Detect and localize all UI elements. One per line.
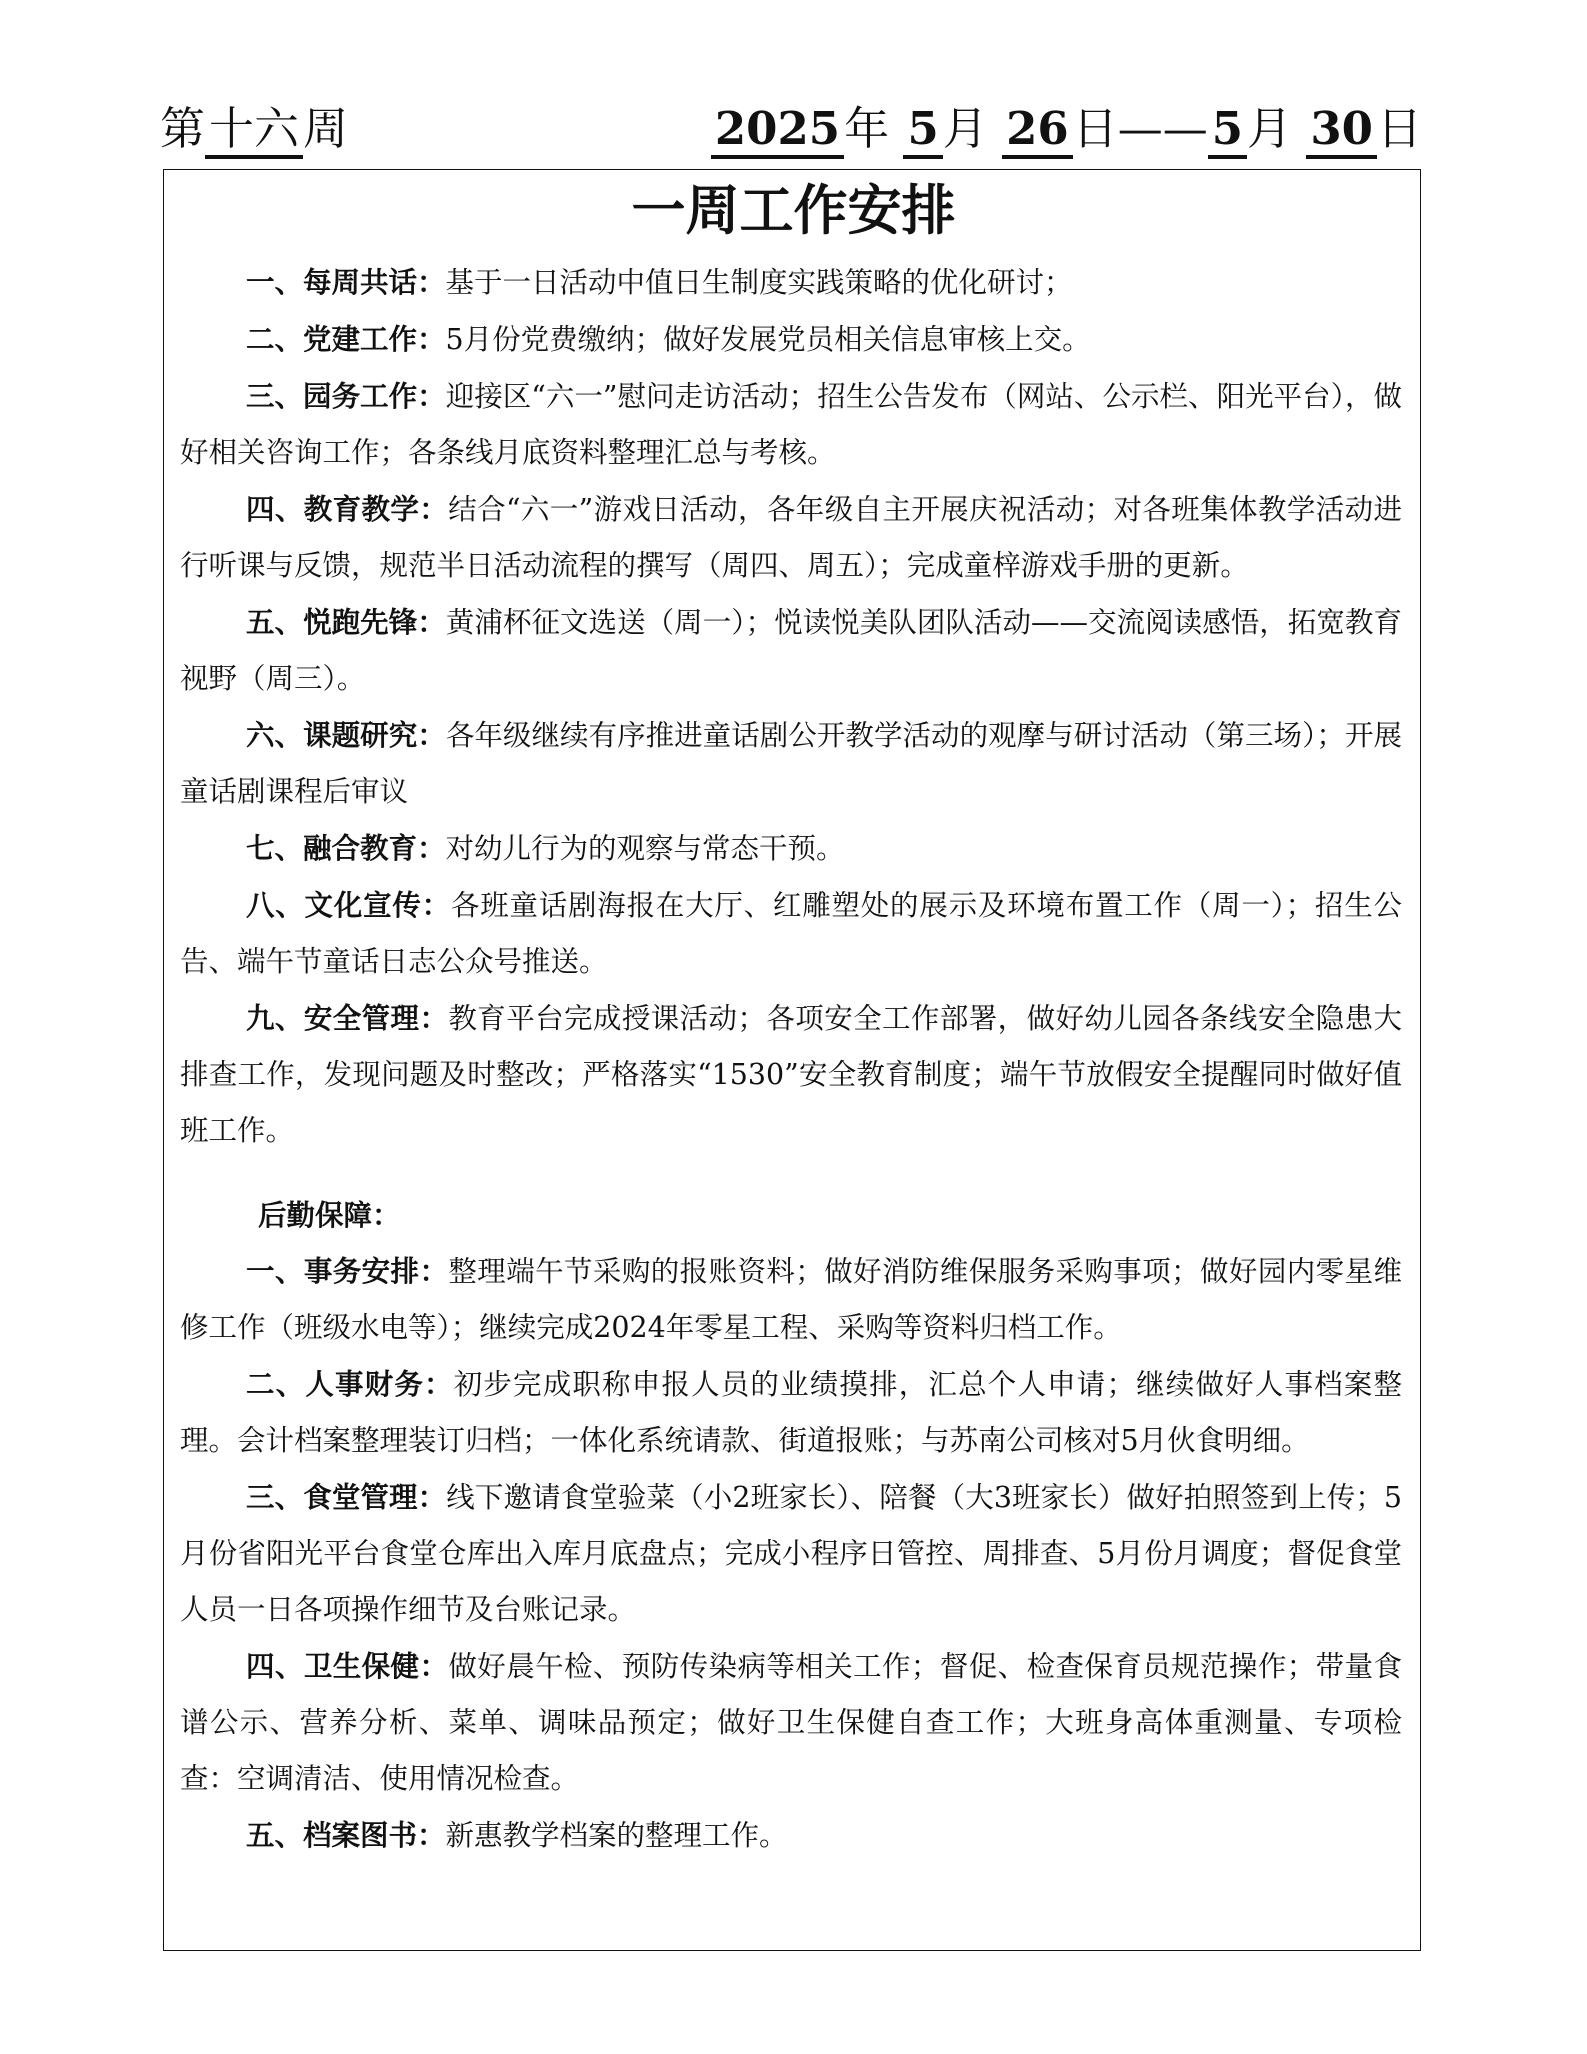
item-label: 四、教育教学： — [246, 492, 449, 526]
item-9 — [180, 990, 1402, 1159]
item-label: 一、每周共话： — [246, 265, 446, 299]
item-8 — [180, 877, 1402, 990]
start-month-value: 5 — [903, 103, 942, 159]
item-text: 初步完成职称申报人员的业绩摸排，汇总个人申请；继续做好人事档案整理。会计档案整理装订归档；一体化系统请款、街道报账；与苏南公司核对5月伙食明细。 — [180, 1368, 1402, 1457]
schedule-content — [180, 254, 1402, 1864]
week-suffix: 周 — [303, 102, 349, 155]
item-label: 七、融合教育： — [246, 831, 446, 865]
item-label: 八、文化宣传： — [246, 888, 451, 922]
item-label: 二、党建工作： — [246, 322, 446, 356]
item-text: 基于一日活动中值日生制度实践策略的优化研讨； — [445, 266, 1073, 299]
item-text: 整理端午节采购的报账资料；做好消防维保服务采购事项；做好园内零星维修工作（班级水电等）；继续完成2024年零星工程、采购等资料归档工作。 — [180, 1255, 1402, 1344]
item-label: 九、安全管理： — [246, 1001, 449, 1035]
item-text: 教育平台完成授课活动；各项安全工作部署，做好幼儿园各条线安全隐患大排查工作，发现问题及时整改；严格落实“1530”安全教育制度；端午节放假安全提醒同时做好值班工作。 — [180, 1002, 1402, 1147]
week-prefix: 第 — [160, 102, 206, 155]
item-6 — [180, 707, 1402, 820]
item-text: 做好晨午检、预防传染病等相关工作；督促、检查保育员规范操作；带量食谱公示、营养分析、菜单、调味品预定；做好卫生保健自查工作；大班身高体重测量、专项检查：空调清洁、使用情况检查。 — [180, 1650, 1402, 1795]
year-char: 年 — [844, 102, 890, 155]
page-title: 一周工作安排 — [631, 179, 956, 242]
end-day-char: 日 — [1376, 102, 1422, 155]
date-range — [711, 98, 1422, 160]
item-label: 五、档案图书： — [246, 1818, 446, 1852]
date-dash: —— — [1117, 102, 1208, 155]
item-7 — [180, 820, 1402, 877]
item-label: 三、园务工作： — [246, 379, 446, 413]
end-month-char: 月 — [1247, 102, 1293, 155]
week-label — [160, 98, 348, 160]
item-4 — [180, 481, 1402, 594]
item-text: 线下邀请食堂验菜（小2班家长）、陪餐（大3班家长）做好拍照签到上传；5月份省阳光平台食堂仓库出入库月底盘点；完成小程序日管控、周排查、5月份月调度；督促食堂人员一日各项操作细节及台账记录。 — [180, 1481, 1402, 1626]
end-day-value: 30 — [1306, 103, 1377, 159]
item-text: 迎接区“六一”慰问走访活动；招生公告发布（网站、公示栏、阳光平台），做好相关咨询工作；各条线月底资料整理汇总与考核。 — [180, 380, 1402, 469]
item-text: 各班童话剧海报在大厅、红雕塑处的展示及环境布置工作（周一）；招生公告、端午节童话日志公众号推送。 — [180, 889, 1402, 978]
item-text: 结合“六一”游戏日活动，各年级自主开展庆祝活动；对各班集体教学活动进行听课与反馈，规范半日活动流程的撰写（周四、周五）；完成童梓游戏手册的更新。 — [180, 493, 1402, 582]
item-label: 五、悦跑先锋： — [246, 605, 446, 639]
item-5 — [180, 594, 1402, 707]
item-text: 对幼儿行为的观察与常态干预。 — [445, 832, 845, 865]
item-2 — [180, 311, 1402, 368]
logistics-heading: 后勤保障： — [258, 1198, 401, 1232]
item-3 — [180, 368, 1402, 481]
logistics-item-2 — [180, 1356, 1402, 1469]
item-label: 六、课题研究： — [246, 718, 446, 752]
end-month-value: 5 — [1208, 103, 1247, 159]
year-value: 2025 — [711, 103, 844, 159]
start-month-char: 月 — [942, 102, 988, 155]
start-day-char: 日 — [1072, 102, 1118, 155]
item-text: 各年级继续有序推进童话剧公开教学活动的观摩与研讨活动（第三场）；开展童话剧课程后审议 — [180, 719, 1402, 808]
week-header — [160, 98, 1422, 160]
start-day-value: 26 — [1002, 103, 1073, 159]
logistics-item-5 — [180, 1807, 1402, 1864]
item-label: 一、事务安排： — [246, 1254, 449, 1288]
item-text: 黄浦杯征文选送（周一）；悦读悦美队团队活动——交流阅读感悟，拓宽教育视野（周三）。 — [180, 606, 1402, 695]
item-label: 二、人事财务： — [246, 1367, 454, 1401]
item-text: 新惠教学档案的整理工作。 — [445, 1819, 788, 1852]
week-number: 十六 — [205, 103, 303, 159]
item-label: 三、食堂管理： — [246, 1480, 447, 1514]
item-label: 四、卫生保健： — [246, 1649, 449, 1683]
item-1 — [180, 254, 1402, 311]
logistics-item-1 — [180, 1243, 1402, 1356]
item-text: 5月份党费缴纳；做好发展党员相关信息审核上交。 — [445, 323, 1091, 356]
logistics-item-3 — [180, 1469, 1402, 1638]
logistics-item-4 — [180, 1638, 1402, 1807]
